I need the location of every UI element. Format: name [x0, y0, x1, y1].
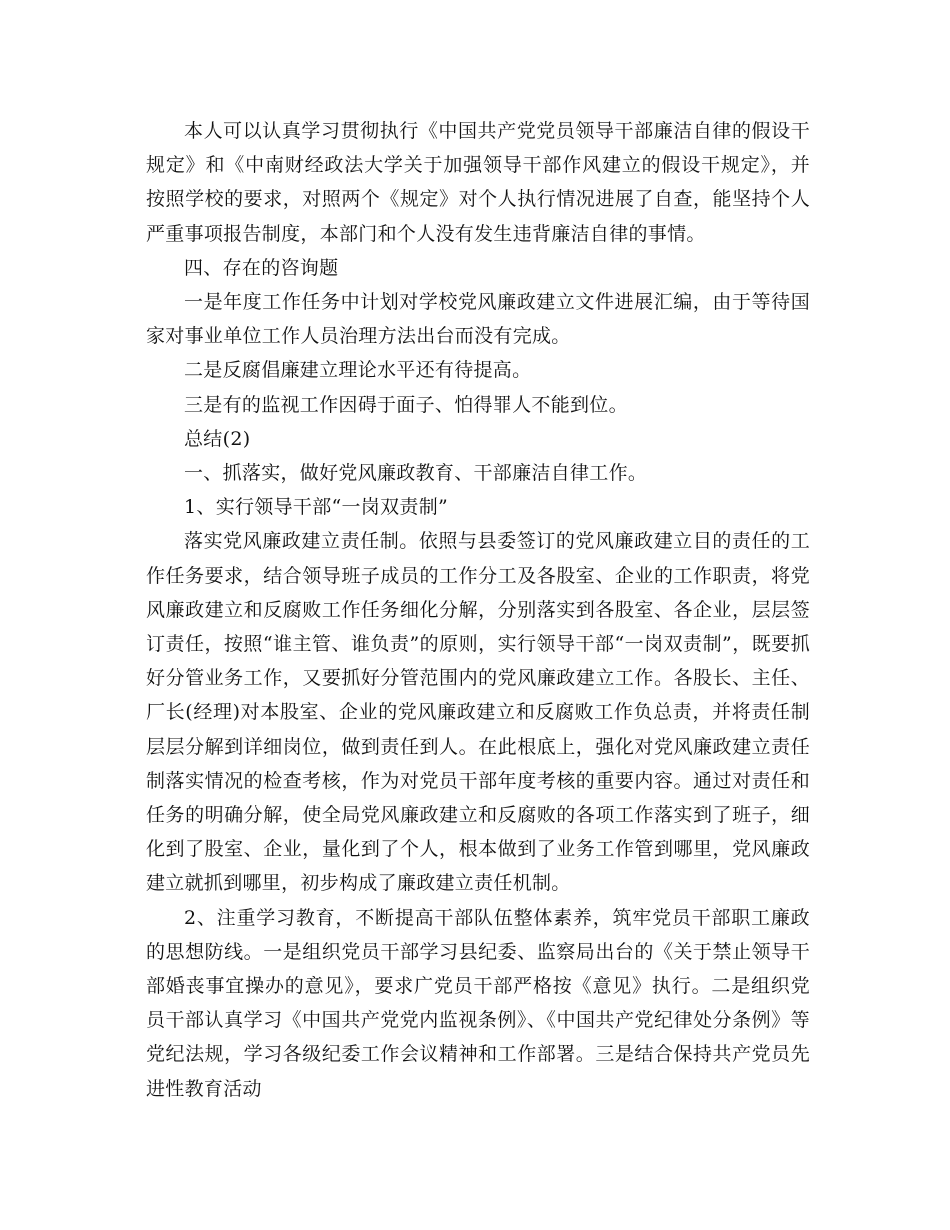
- heading-section-one: 一、抓落实，做好党风廉政教育、干部廉洁自律工作。: [184, 462, 648, 485]
- paragraph-problem-one: 一是年度工作任务中计划对学校党风廉政建立文件进展汇编，由于等待国家对事业单位工作人员治理方法出台而没有完成。: [146, 291, 810, 348]
- paragraph-responsibility-system: 落实党风廉政建立责任制。依照与县委签订的党风廉政建立目的责任的工作任务要求，结合领导班子成员的工作分工及各股室、企业的工作职责，将党风廉政建立和反腐败工作任务细化分解，分别落实到各股室、各企业，层层签订责任，按照“谁主管、谁负责”的原则，实行领导干部“一岗双责制”，既要抓好分管业务工作，又要抓好分管范围内的党风廉政建立工作。各股长、主任、厂长(经理)对本股室、企业的党风廉政建立和反腐败工作负总责，并将责任制层层分解到详细岗位，做到责任到人。在此根底上，强化对党风廉政建立责任制落实情况的检查考核，作为对党员干部年度考核的重要内容。通过对责任和任务的明确分解，使全局党风廉政建立和反腐败的各项工作落实到了班子，细化到了股室、企业，量化到了个人，根本做到了业务工作管到哪里，党风廉政建立就抓到哪里，初步构成了廉政建立责任机制。: [146, 530, 810, 895]
- paragraph-problem-three: 三是有的监视工作因碍于面子、怕得罪人不能到位。: [184, 393, 628, 416]
- paragraph-study-education: 2、注重学习教育，不断提高干部队伍整体素养，筑牢党员干部职工廉政的思想防线。一是组织党员干部学习县纪委、监察局出台的《关于禁止领导干部婚丧事宜操办的意见》，要求广党员干部严格按《意见》执行。二是组织党员干部认真学习《中国共产党党内监视条例》、《中国共产党纪律处分条例》等党纪法规，学习各级纪委工作会议精神和工作部署。三是结合保持共产党员先进性教育活动: [146, 906, 810, 1100]
- paragraph-problem-two: 二是反腐倡廉建立理论水平还有待提高。: [184, 359, 532, 382]
- heading-existing-problems: 四、存在的咨询题: [184, 256, 339, 279]
- paragraph-self-inspection: 本人可以认真学习贯彻执行《中国共产党党员领导干部廉洁自律的假设干规定》和《中南财经政法大学关于加强领导干部作风建立的假设干规定》，并按照学校的要求，对照两个《规定》对个人执行情况进展了自查，能坚持个人严重事项报告制度，本部门和个人没有发生违背廉洁自律的事情。: [146, 120, 810, 245]
- heading-summary-2: 总结(2): [184, 427, 251, 450]
- heading-subsection-1: 1、实行领导干部“一岗双责制”: [184, 496, 449, 519]
